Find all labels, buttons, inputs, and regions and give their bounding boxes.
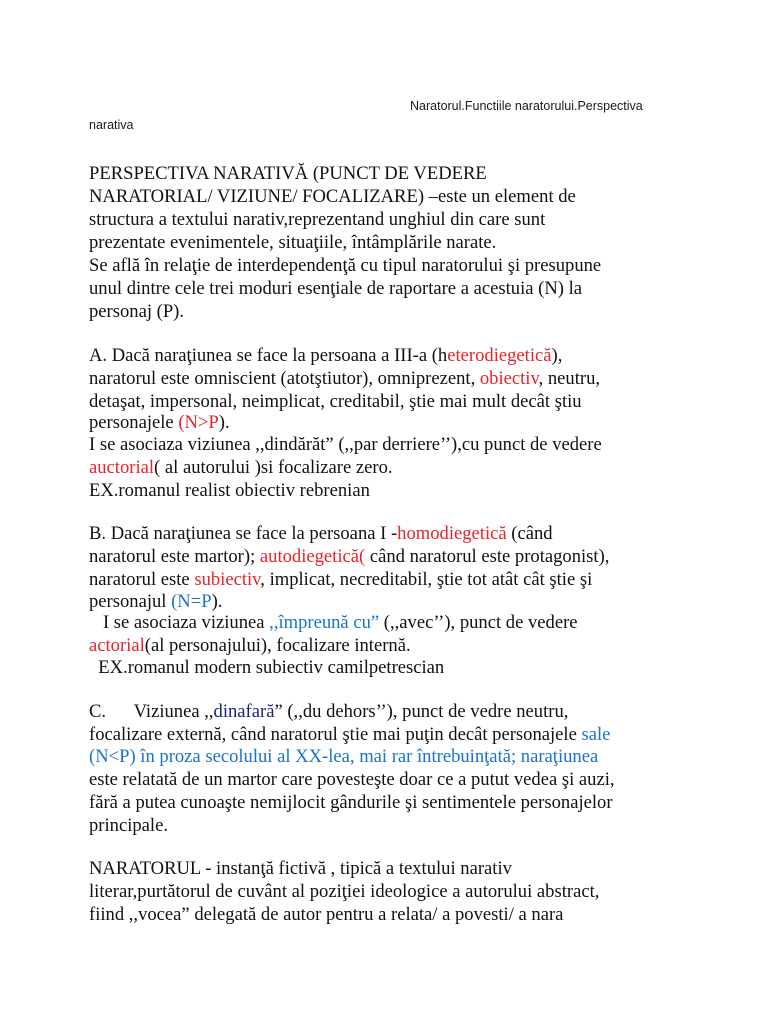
- section-b-line: [89, 569, 592, 591]
- header-title-line1: Naratorul.Functiile naratorului.Perspectiva: [410, 99, 643, 113]
- text-run: ” (,,du dehors’’), punct de vedre neutru,: [274, 701, 569, 722]
- paragraph-intro-line: PERSPECTIVA NARATIVĂ (PUNCT DE VEDERE: [89, 163, 487, 184]
- section-a-line: [89, 368, 600, 390]
- text-run: B. Dacă naraţiunea se face la persoana I -: [89, 523, 398, 544]
- paragraph-intro-line: Se află în relaţie de interdependenţă cu tipul naratorului şi presupune: [89, 255, 602, 276]
- highlight-blue: (N=P: [171, 591, 212, 612]
- highlight-red: homodiegetică: [397, 523, 507, 544]
- naratorul-paragraph-line: fiind ,,vocea” delegată de autor pentru a relata/ a povesti/ a nara: [89, 904, 564, 925]
- section-c-line: este relatată de un martor care povesteşte doar ce a putut vedea şi auzi,: [89, 769, 615, 790]
- highlight-blue: ,,împreună cu”: [269, 612, 380, 633]
- highlight-red: actorial: [89, 635, 145, 656]
- paragraph-intro-line: personaj (P).: [89, 301, 185, 322]
- naratorul-paragraph-line: NARATORUL - instanţă fictivă , tipică a textului narativ: [89, 858, 512, 879]
- text-run: , implicat, necreditabil, ştie tot atât cât ştie şi: [260, 569, 593, 590]
- text-run: (al personajului), focalizare internă.: [144, 635, 411, 656]
- text-run: I se asociaza viziunea: [89, 612, 270, 633]
- section-c-line: [89, 701, 568, 723]
- text-run: ( al autorului )si focalizare zero.: [154, 457, 393, 478]
- section-a-line: [89, 412, 230, 434]
- section-b-line: [89, 523, 553, 545]
- text-run: ).: [211, 591, 223, 612]
- paragraph-intro-line: prezentate evenimentele, situaţiile, întâmplările narate.: [89, 232, 497, 253]
- section-a-line: [89, 457, 393, 479]
- section-a-line: I se asociaza viziunea ,,dindărăt” (,,par derriere’’),cu punct de vedere: [89, 434, 602, 455]
- section-c-line: (N<P) în proza secolului al XX-lea, mai rar întrebuinţată; naraţiunea: [89, 746, 599, 767]
- section-b-line: [89, 546, 609, 568]
- text-run: naratorul este: [89, 569, 195, 590]
- section-a-line: detaşat, impersonal, neimplicat, creditabil, ştie mai mult decât ştiu: [89, 391, 582, 412]
- text-run: când naratorul este protagonist),: [365, 546, 610, 567]
- paragraph-intro-line: NARATORIAL/ VIZIUNE/ FOCALIZARE) –este un element de: [89, 186, 576, 207]
- highlight-red: auctorial: [89, 457, 155, 478]
- text-run: ),: [551, 345, 563, 366]
- section-b-line: EX.romanul modern subiectiv camilpetrescian: [89, 657, 445, 678]
- section-b-line: [89, 612, 578, 634]
- highlight-red: (N>P: [178, 412, 219, 433]
- text-run: , neutru,: [538, 368, 601, 389]
- text-run: (,,avec’’), punct de vedere: [379, 612, 578, 633]
- section-a-line: [89, 345, 562, 367]
- section-c-line: principale.: [89, 815, 168, 836]
- highlight-red: obiectiv: [479, 368, 539, 389]
- highlight-red: subiectiv: [194, 569, 261, 590]
- section-c-line: fără a putea cunoaşte nemijlocit gândurile şi sentimentele personajelor: [89, 792, 613, 813]
- paragraph-intro-line: unul dintre cele trei moduri esenţiale de raportare a acestuia (N) la: [89, 278, 583, 299]
- text-run: C. Viziunea ,,: [89, 701, 214, 722]
- text-run: A. Dacă naraţiunea se face la persoana a III-a (h: [89, 345, 448, 366]
- text-run: ).: [218, 412, 230, 433]
- highlight-blue: sale: [581, 724, 611, 745]
- section-a-line: EX.romanul realist obiectiv rebrenian: [89, 480, 370, 501]
- naratorul-paragraph-line: literar,purtătorul de cuvânt al poziţiei ideologice a autorului abstract,: [89, 881, 600, 902]
- text-run: focalizare externă, când naratorul ştie mai puţin decât personajele: [89, 724, 582, 745]
- text-run: naratorul este martor);: [89, 546, 260, 567]
- text-run: personajul: [89, 591, 172, 612]
- highlight-red: autodiegetică(: [259, 546, 366, 567]
- highlight-red: eterodiegetică: [447, 345, 552, 366]
- section-b-line: [89, 591, 222, 613]
- paragraph-intro-line: structura a textului narativ,reprezentand unghiul din care sunt: [89, 209, 546, 230]
- text-run: (când: [506, 523, 553, 544]
- text-run: personajele: [89, 412, 179, 433]
- section-c-line: [89, 724, 610, 746]
- text-run: naratorul este omniscient (atotştiutor), omniprezent,: [89, 368, 480, 389]
- section-b-line: [89, 635, 411, 657]
- highlight-navy: dinafară: [213, 701, 275, 722]
- header-title-line2: narativa: [89, 118, 134, 132]
